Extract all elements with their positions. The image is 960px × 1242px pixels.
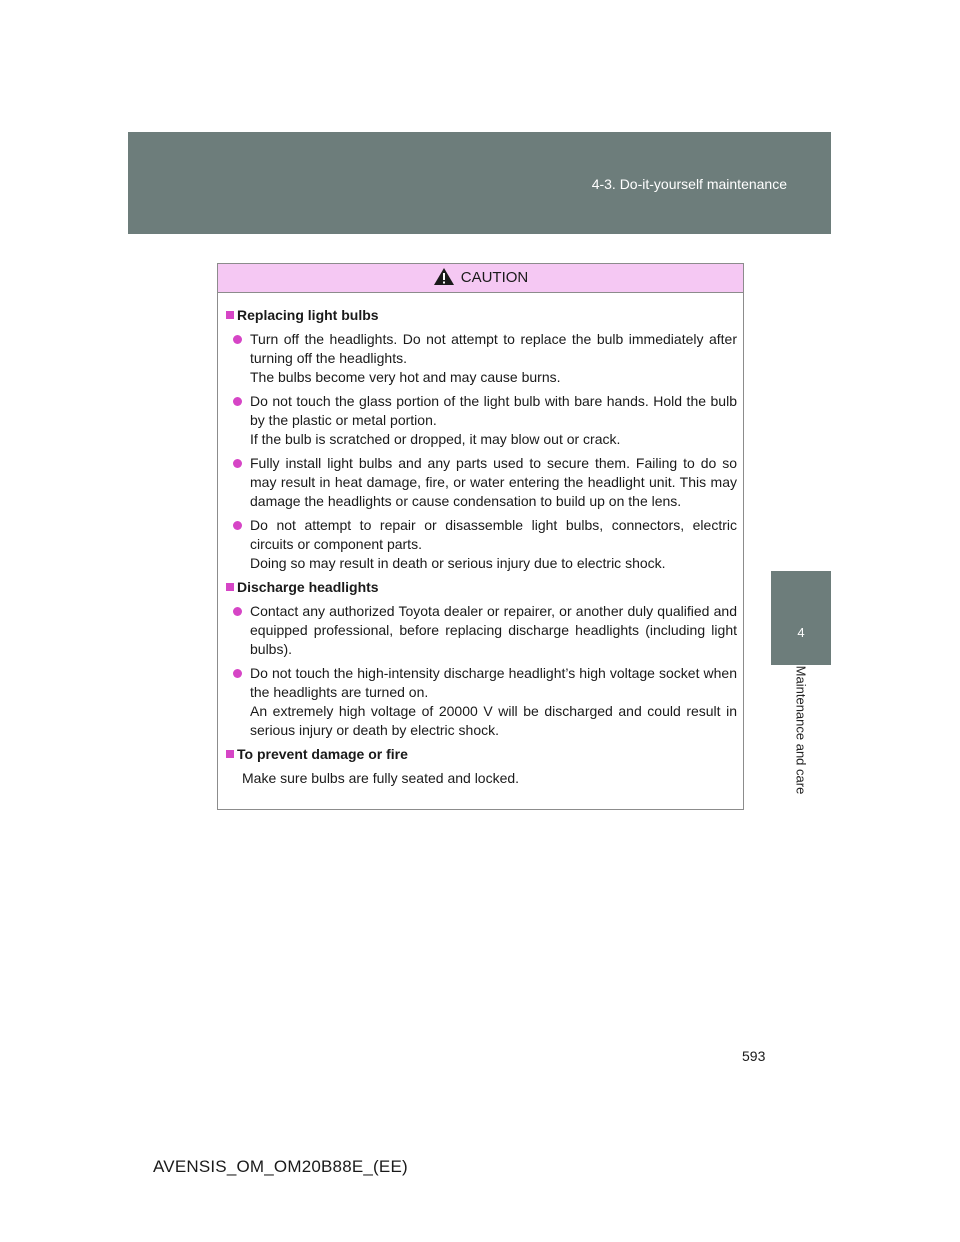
list-item: Fully install light bulbs and any parts used to secure them. Failing to do so may result in heat damage, fire, or water entering the headlight unit. This may damage the headlights or cause condensation to build up on the lens. [226,454,737,511]
list-item: Do not touch the glass portion of the light bulb with bare hands. Hold the bulb by the plastic or metal portion. If the bulb is scratched or dropped, it may blow out or crack. [226,392,737,449]
document-code: AVENSIS_OM_OM20B88E_(EE) [153,1157,408,1176]
square-bullet-icon [226,311,234,319]
chapter-side-label [771,665,831,795]
section-heading: To prevent damage or fire [226,745,737,764]
round-bullet-icon [233,397,242,406]
square-bullet-icon [226,583,234,591]
list-item: Do not attempt to repair or disassemble light bulbs, connectors, electric circuits or component parts. Doing so may result in death or serious injury due to electric shock. [226,516,737,573]
list-item: Contact any authorized Toyota dealer or repairer, or another duly qualified and equipped professional, before replacing discharge headlights (including light bulbs). [226,602,737,659]
caution-title: CAUTION [460,269,529,286]
chapter-tab [771,571,831,665]
round-bullet-icon [233,459,242,468]
round-bullet-icon [233,335,242,344]
caution-body [218,293,743,788]
chapter-title: Maintenance and care [793,665,809,795]
round-bullet-icon [233,669,242,678]
list-item: Do not touch the high-intensity discharge headlight’s high voltage socket when the headlights are turned on. An extremely high voltage of 20000 V will be discharged and could result in serious injury or death by electric shock. [226,664,737,740]
section-heading: Replacing light bulbs [226,306,737,325]
caution-box [217,263,744,810]
round-bullet-icon [233,521,242,530]
caution-header [218,264,743,293]
round-bullet-icon [233,607,242,616]
section-title: 4-3. Do-it-yourself maintenance [591,176,787,192]
square-bullet-icon [226,750,234,758]
warning-triangle-icon [433,267,455,286]
list-item: Turn off the headlights. Do not attempt to replace the bulb immediately after turning off the headlights. The bulbs become very hot and may cause burns. [226,330,737,387]
chapter-number: 4 [797,625,805,640]
page-number: 593 [742,1048,766,1064]
section-text: Make sure bulbs are fully seated and locked. [242,770,520,786]
section-heading: Discharge headlights [226,578,737,597]
chapter-header-band [128,132,831,234]
